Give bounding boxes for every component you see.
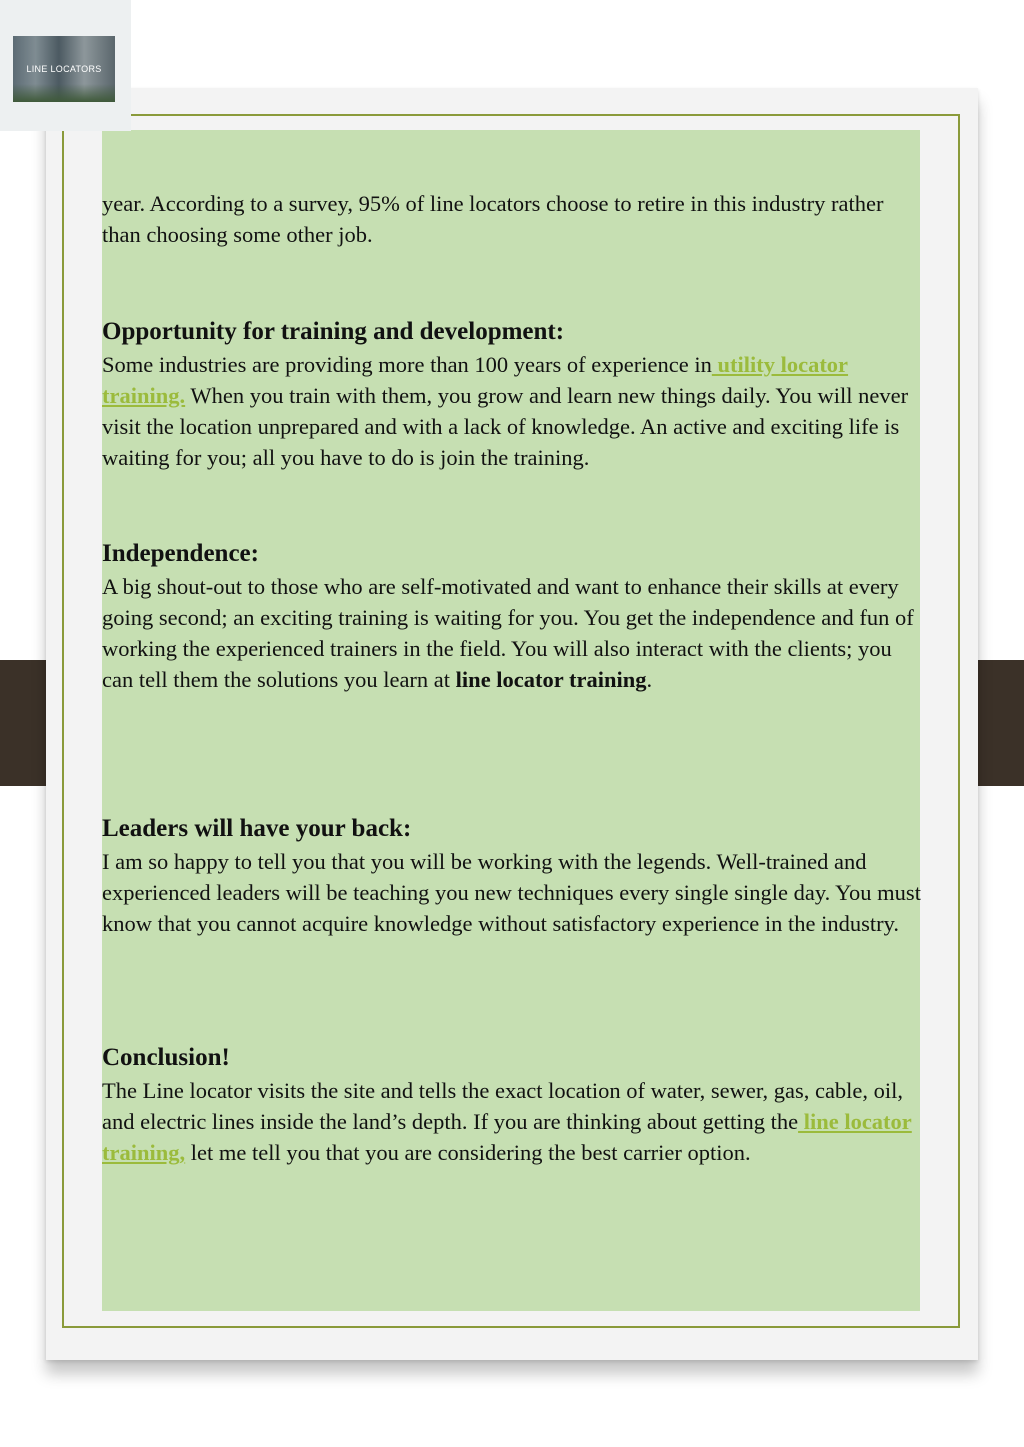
section-heading-conclusion: Conclusion!	[102, 1044, 230, 1071]
section-paragraph-independence	[102, 571, 922, 695]
section-conclusion	[102, 1041, 922, 1168]
section-paragraph-leaders: I am so happy to tell you that you will be working with the legends. Well-trained and experienced leaders will be teaching you new techniques every single single day. You must know that you cannot acquire knowledge without satisfactory experience in the industry.	[102, 849, 921, 936]
paragraph-text: The Line locator visits the site and tells the exact location of water, sewer, gas, cable, oil, and electric lines inside the land’s depth. If you are thinking about getting the	[102, 1078, 904, 1134]
bold-text: line locator training	[455, 667, 647, 692]
paragraph-text: A big shout-out to those who are self-motivated and want to enhance their skills at every going second; an exciting training is waiting for you. You get the independence and fun of working the experienced trainers in the field. You will also interact with the clients; you can tell them the solutions you learn at	[102, 574, 914, 692]
section-leaders	[102, 812, 922, 939]
intro-paragraph: year. According to a survey, 95% of line locators choose to retire in this industry rather than choosing some other job.	[102, 191, 884, 247]
paragraph-text: Some industries are providing more than 100 years of experience in	[102, 352, 712, 377]
logo-text: LINE LOCATORS	[26, 64, 102, 74]
paragraph-text: When you train with them, you grow and learn new things daily. You will never visit the location unprepared and with a lack of knowledge. An active and exciting life is waiting for you; all you have to do is join the training.	[102, 383, 909, 470]
section-heading-training: Opportunity for training and development:	[102, 318, 565, 345]
intro-block	[102, 188, 922, 250]
line-locator-training-link[interactable]: line locator training,	[102, 1109, 912, 1165]
logo-container	[0, 0, 131, 131]
paragraph-text: .	[646, 667, 653, 692]
line-locators-logo[interactable]	[13, 36, 115, 102]
section-independence	[102, 537, 922, 695]
document-content	[102, 130, 920, 1311]
section-paragraph-training	[102, 349, 922, 473]
utility-locator-training-link[interactable]: utility locator training.	[102, 352, 849, 408]
section-heading-leaders: Leaders will have your back:	[102, 815, 412, 842]
paragraph-text: let me tell you that you are considering the best carrier option.	[185, 1140, 751, 1165]
section-training	[102, 315, 922, 473]
section-heading-independence: Independence:	[102, 540, 259, 567]
section-paragraph-conclusion	[102, 1075, 922, 1168]
